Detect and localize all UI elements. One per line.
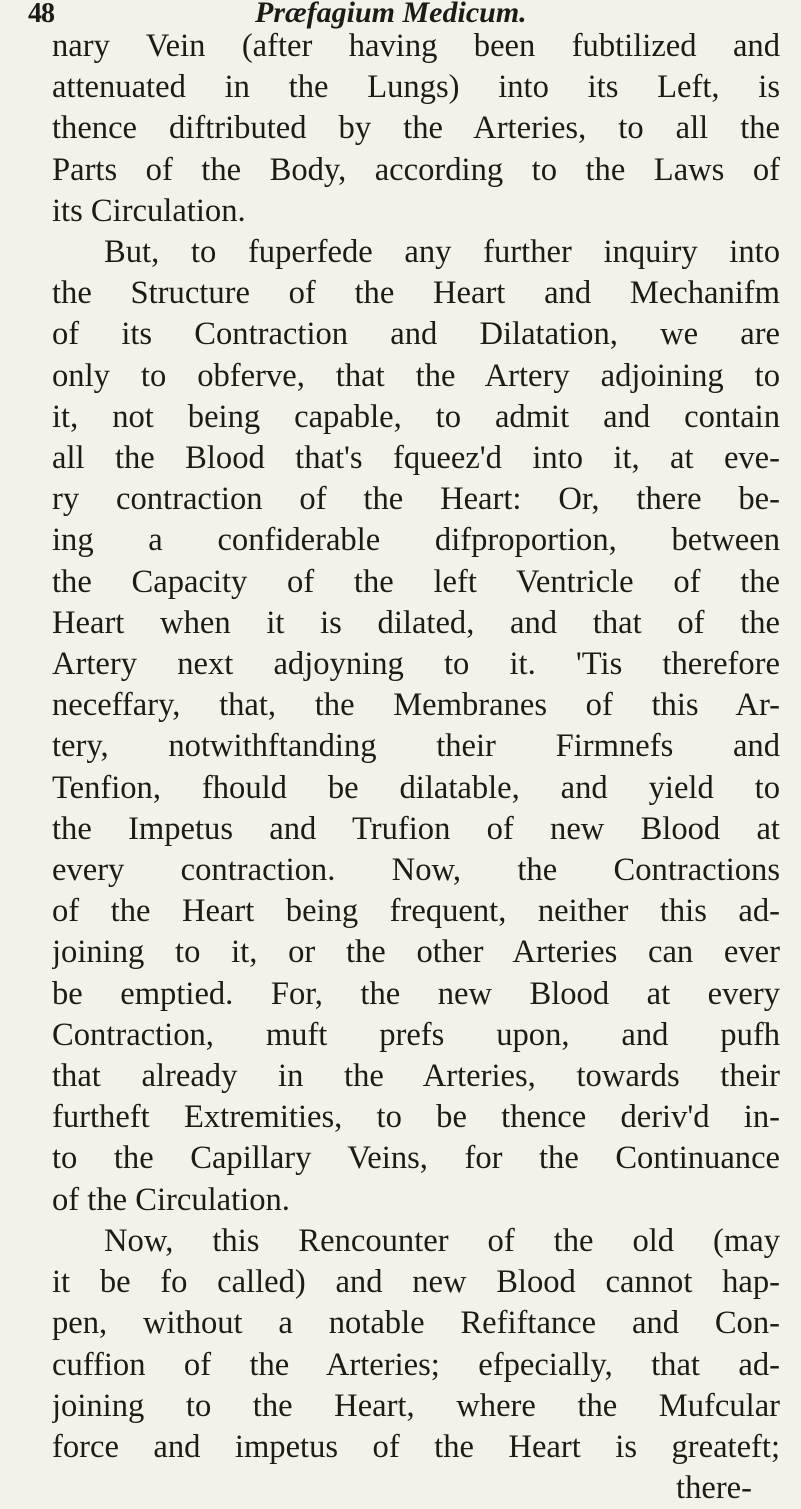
text-line: of the Heart being frequent, neither this ad-	[52, 893, 780, 930]
text-line: ing a confiderable difproportion, between	[52, 522, 780, 559]
text-line: of its Contraction and Dilatation, we are	[52, 316, 780, 353]
text-line: furtheft Extremities, to be thence deriv'd in-	[52, 1099, 780, 1136]
text-line: Tenfion, fhould be dilatable, and yield to	[52, 769, 780, 806]
text-line: Contraction, muft prefs upon, and pufh	[52, 1016, 780, 1053]
text-line: the Impetus and Trufion of new Blood at	[52, 810, 780, 847]
text-line: But, to fuperfede any further inquiry into	[104, 234, 780, 271]
text-line: nary Vein (after having been fubtilized and	[52, 28, 780, 64]
text-line: force and impetus of the Heart is greateft;	[52, 1428, 780, 1465]
body-text	[52, 26, 780, 1509]
text-line: attenuated in the Lungs) into its Left, is	[52, 69, 780, 106]
text-line: pen, without a notable Refiftance and Con-	[52, 1305, 780, 1342]
text-line: its Circulation.	[52, 192, 246, 229]
catchword: there-	[676, 1470, 752, 1507]
text-line: neceffary, that, the Membranes of this Ar-	[52, 687, 780, 724]
text-line: tery, notwithftanding their Firmnefs and	[52, 728, 780, 765]
text-line: be emptied. For, the new Blood at every	[52, 975, 780, 1012]
text-line: Now, this Rencounter of the old (may	[104, 1222, 780, 1259]
text-line: that already in the Arteries, towards their	[52, 1058, 780, 1095]
text-line: it be fo called) and new Blood cannot hap-	[52, 1264, 780, 1301]
text-line: Heart when it is dilated, and that of the	[52, 604, 780, 641]
text-line: to the Capillary Veins, for the Continuance	[52, 1140, 780, 1177]
text-line: it, not being capable, to admit and contain	[52, 398, 780, 435]
text-line: joining to it, or the other Arteries can ever	[52, 934, 780, 971]
text-line: every contraction. Now, the Contractions	[52, 852, 780, 889]
text-line: the Capacity of the left Ventricle of the	[52, 563, 780, 600]
text-line: cuffion of the Arteries; efpecially, that ad-	[52, 1346, 780, 1383]
text-line: ry contraction of the Heart: Or, there be-	[52, 481, 780, 518]
text-line: all the Blood that's fqueez'd into it, at eve-	[52, 440, 780, 477]
text-line: of the Circulation.	[52, 1181, 290, 1218]
running-head: Præfagium Medicum.	[255, 0, 527, 29]
text-line: thence diftributed by the Arteries, to all the	[52, 110, 780, 147]
text-line: Artery next adjoyning to it. 'Tis therefore	[52, 646, 780, 683]
page-number: 48	[28, 0, 54, 29]
text-line: joining to the Heart, where the Mufcular	[52, 1387, 780, 1424]
text-line: Parts of the Body, according to the Laws of	[52, 151, 780, 188]
text-line: the Structure of the Heart and Mechanifm	[52, 275, 780, 312]
text-line: only to obferve, that the Artery adjoining to	[52, 357, 780, 394]
